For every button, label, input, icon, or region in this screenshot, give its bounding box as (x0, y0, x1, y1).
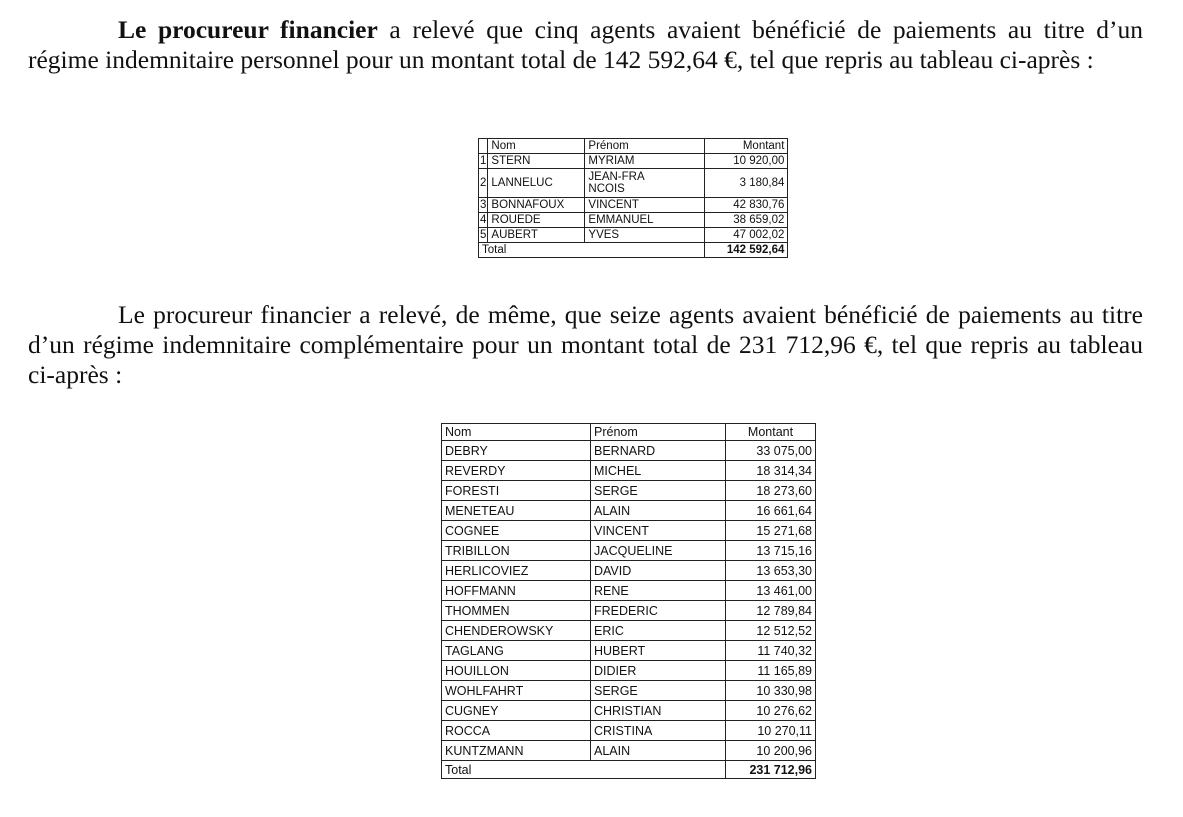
table-row (442, 501, 816, 521)
nom-cell: REVERDY (442, 461, 591, 481)
nom-cell: COGNEE (442, 521, 591, 541)
prenom-cell: ALAIN (591, 501, 726, 521)
nom-cell: HERLICOVIEZ (442, 561, 591, 581)
total-row (479, 243, 788, 258)
prenom-cell: EMMANUEL (585, 213, 705, 228)
table-row (479, 169, 788, 198)
table-row (442, 681, 816, 701)
total-value: 231 712,96 (726, 761, 816, 779)
prenom-cell: RENE (591, 581, 726, 601)
prenom-cell: ALAIN (591, 741, 726, 761)
nom-cell: BONNAFOUX (488, 198, 585, 213)
prenom-cell: DAVID (591, 561, 726, 581)
prenom-cell: DIDIER (591, 661, 726, 681)
table-header-row (442, 424, 816, 441)
prenom-cell: JACQUELINE (591, 541, 726, 561)
total-label: Total (479, 243, 705, 258)
row-index: 4 (480, 213, 487, 226)
nom-cell: ROCCA (442, 721, 591, 741)
prenom-cell: ERIC (591, 621, 726, 641)
table-row (442, 641, 816, 661)
paragraph-text: a relevé que cinq agents avaient bénéficié de paiements au titre d’un régime indemnitaire personnel pour un montant total de 142 592,64 €, tel que repris au tableau ci-après : (28, 15, 1143, 74)
montant-cell: 18 314,34 (726, 461, 816, 481)
montant-header: Montant (705, 139, 788, 154)
montant-header: Montant (726, 424, 816, 441)
table-row (479, 228, 788, 243)
prenom-cell (585, 169, 705, 198)
prenom-cell: MYRIAM (585, 154, 705, 169)
table-row (479, 154, 788, 169)
paragraph-complementary-regime (28, 300, 1143, 390)
montant-cell: 12 512,52 (726, 621, 816, 641)
table-row (442, 521, 816, 541)
montant-cell: 33 075,00 (726, 441, 816, 461)
table-row (442, 561, 816, 581)
nom-cell: KUNTZMANN (442, 741, 591, 761)
prenom-cell: SERGE (591, 681, 726, 701)
table-row (442, 741, 816, 761)
table-row (442, 541, 816, 561)
nom-cell: HOUILLON (442, 661, 591, 681)
montant-cell: 13 461,00 (726, 581, 816, 601)
montant-cell: 15 271,68 (726, 521, 816, 541)
prenom-header: Prénom (591, 424, 726, 441)
total-value: 142 592,64 (705, 243, 788, 258)
montant-cell: 16 661,64 (726, 501, 816, 521)
nom-cell: STERN (488, 154, 585, 169)
montant-cell: 11 165,89 (726, 661, 816, 681)
paragraph-text: Le procureur financier a relevé, de même, que seize agents avaient bénéficié de paiements au titre d’un régime indemnitaire complémentaire pour un montant total de 231 712,96 €, tel que repris au tableau ci-après : (28, 300, 1143, 389)
nom-cell: DEBRY (442, 441, 591, 461)
nom-cell: CHENDEROWSKY (442, 621, 591, 641)
table-row (442, 481, 816, 501)
paragraph-bold-subject: Le procureur financier (118, 15, 378, 44)
montant-cell: 42 830,76 (705, 198, 788, 213)
nom-cell: AUBERT (488, 228, 585, 243)
table-row (442, 721, 816, 741)
nom-header: Nom (442, 424, 591, 441)
nom-cell: THOMMEN (442, 601, 591, 621)
prenom-cell: YVES (585, 228, 705, 243)
row-index: 2 (479, 169, 488, 198)
row-index: 1 (480, 154, 487, 167)
montant-cell: 47 002,02 (705, 228, 788, 243)
prenom-cell: CRISTINA (591, 721, 726, 741)
prenom-text: JEAN-FRANCOIS (588, 171, 645, 195)
prenom-cell: SERGE (591, 481, 726, 501)
nom-cell: FORESTI (442, 481, 591, 501)
nom-cell: ROUEDE (488, 213, 585, 228)
complementary-regime-table (441, 423, 816, 779)
table-header-row (479, 139, 788, 154)
montant-cell: 10 276,62 (726, 701, 816, 721)
montant-cell: 38 659,02 (705, 213, 788, 228)
nom-cell: HOFFMANN (442, 581, 591, 601)
table-row (442, 461, 816, 481)
montant-cell: 10 330,98 (726, 681, 816, 701)
montant-cell: 10 920,00 (705, 154, 788, 169)
nom-cell: TRIBILLON (442, 541, 591, 561)
montant-cell: 13 653,30 (726, 561, 816, 581)
prenom-cell: HUBERT (591, 641, 726, 661)
montant-cell: 12 789,84 (726, 601, 816, 621)
total-label: Total (442, 761, 726, 779)
nom-cell: LANNELUC (488, 169, 585, 198)
nom-header: Nom (488, 139, 585, 154)
table-row (442, 581, 816, 601)
table-row (442, 661, 816, 681)
table-row (479, 213, 788, 228)
montant-cell: 11 740,32 (726, 641, 816, 661)
paragraph-personal-regime (28, 15, 1143, 75)
prenom-cell: MICHEL (591, 461, 726, 481)
table-row (479, 198, 788, 213)
prenom-cell: FREDERIC (591, 601, 726, 621)
table-row (442, 701, 816, 721)
nom-cell: WOHLFAHRT (442, 681, 591, 701)
row-index: 5 (480, 228, 487, 241)
montant-cell: 13 715,16 (726, 541, 816, 561)
nom-cell: TAGLANG (442, 641, 591, 661)
table-row (442, 601, 816, 621)
montant-cell: 10 270,11 (726, 721, 816, 741)
personal-regime-table (478, 138, 788, 258)
prenom-header: Prénom (585, 139, 705, 154)
nom-cell: CUGNEY (442, 701, 591, 721)
prenom-cell: VINCENT (591, 521, 726, 541)
table-row (442, 441, 816, 461)
prenom-cell: CHRISTIAN (591, 701, 726, 721)
total-row (442, 761, 816, 779)
index-header-cell (479, 139, 488, 154)
prenom-cell: BERNARD (591, 441, 726, 461)
montant-cell: 18 273,60 (726, 481, 816, 501)
montant-cell: 3 180,84 (705, 169, 788, 198)
montant-cell: 10 200,96 (726, 741, 816, 761)
nom-cell: MENETEAU (442, 501, 591, 521)
table-row (442, 621, 816, 641)
prenom-cell: VINCENT (585, 198, 705, 213)
row-index: 3 (480, 198, 487, 211)
